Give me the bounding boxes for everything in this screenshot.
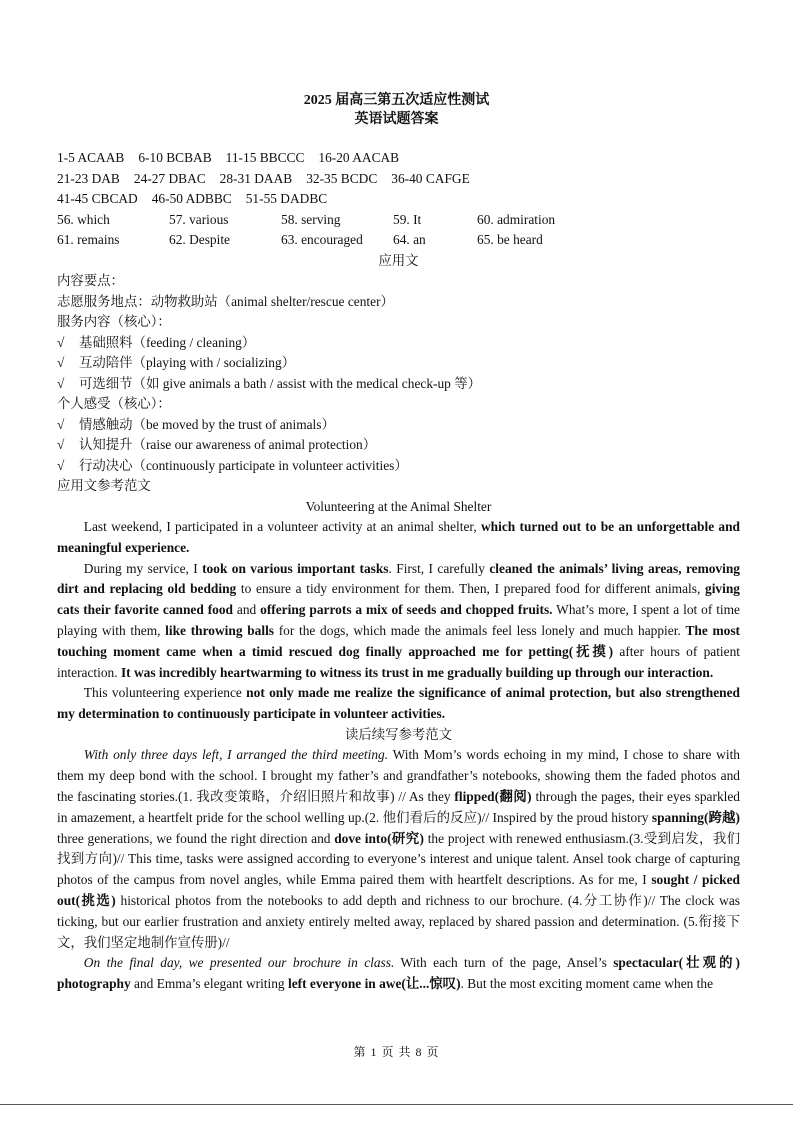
grammar-answer: 59. It xyxy=(393,211,422,227)
checklist-item xyxy=(57,374,740,395)
check-icon: √ xyxy=(57,457,65,473)
continuation-text: With Mom’s words echoing in my mind, I chose to share with them my deep bond with the school. I brought my father’s and grandfather’s notebooks, showing them the faded photos and the fascinating stories.(1. 我改变策略，介绍旧照片和故事) // As they xyxy=(57,747,740,805)
check-icon: √ xyxy=(57,334,65,350)
checklist-item xyxy=(57,415,740,436)
content-body xyxy=(57,148,740,995)
answer-key-row xyxy=(57,148,740,169)
grammar-answer: 63. encouraged xyxy=(281,232,363,247)
grammar-answer: 57. various xyxy=(169,211,229,227)
grammar-answer: 62. Despite xyxy=(169,232,230,247)
answer-key: 41-45 CBCAD xyxy=(57,191,138,206)
continuation-text: through the pages, their eyes sparkled in amazement, a heartfelt pride for the school welling up.(2. 他们看后的反应)// Inspired by the proud history xyxy=(57,789,740,825)
essay-text: What’s more, I spent a lot of time playing with them, xyxy=(57,602,740,638)
continuation-highlight: spectacular(壮观的) photography xyxy=(57,955,740,992)
answer-key: 24-27 DBAC xyxy=(133,170,206,186)
continuation-paragraph xyxy=(57,953,740,995)
check-icon: √ xyxy=(57,375,65,391)
checklist-text: 互动陪伴（playing with / socializing） xyxy=(79,355,296,370)
essay-highlight: like throwing balls xyxy=(165,622,275,638)
answer-key: 28-31 DAAB xyxy=(219,170,293,186)
essay-paragraph xyxy=(57,683,740,725)
checklist-item xyxy=(57,333,740,354)
essay-text: to ensure a tidy environment for them. Then, I prepared food for different animals, xyxy=(236,581,705,597)
page-number: 第 1 页 共 8 页 xyxy=(353,1045,440,1059)
essay-highlight: took on various important tasks xyxy=(202,560,389,576)
check-icon: √ xyxy=(57,416,65,432)
answer-key: 21-23 DAB xyxy=(57,170,120,186)
essay-text: after hours of patient interaction. xyxy=(57,643,741,680)
answer-key: 46-50 ADBBC xyxy=(151,191,232,206)
checklist-text: 行动决心（continuously participate in volunteer activities） xyxy=(79,457,408,473)
essay-text: . First, I carefully xyxy=(388,560,490,576)
essay-highlight: which turned out to be an unforgettable and meaningful experience. xyxy=(57,519,740,555)
checklist-text: 认知提升（raise our awareness of animal protection） xyxy=(79,437,377,452)
continuation-text: historical photos from the notebooks to add depth and richness to our brochure. (4.分工协作)// The clock was ticking, but our earlier frustration and anxiety entirely melted away, replaced by shared passion and determination. (5.衔接下文，我们坚定地制作宣传册)// xyxy=(57,893,740,950)
essay-text: During my service, I xyxy=(83,560,203,576)
answer-key: 1-5 ACAAB xyxy=(57,150,125,165)
checklist-item xyxy=(57,456,740,477)
continuation-text: . But the most exciting moment came when the xyxy=(460,976,714,992)
continuation-opening: On the final day, we presented our brochure in class. xyxy=(83,955,395,971)
answer-key: 36-40 CAFGE xyxy=(391,170,470,186)
answer-key-row xyxy=(57,189,740,210)
checklist-text: 基础照料（feeding / cleaning） xyxy=(79,334,256,350)
page-subtitle: 英语试题答案 xyxy=(354,112,439,127)
continuation-highlight: sought / picked out(挑选) xyxy=(57,872,740,909)
checklist-item xyxy=(57,353,740,374)
section-heading-continuation: 读后续写参考范文 xyxy=(344,726,453,742)
essay-title: Volunteering at the Animal Shelter xyxy=(305,498,492,514)
essay-text: This volunteering experience xyxy=(83,685,247,701)
continuation-paragraph xyxy=(57,745,740,953)
continuation-text: With each turn of the page, Ansel’s xyxy=(394,955,614,971)
answer-key: 16-20 AACAB xyxy=(318,150,400,165)
check-icon: √ xyxy=(57,355,65,370)
grammar-answer: 64. an xyxy=(393,232,426,247)
grammar-answer: 61. remains xyxy=(57,232,120,247)
continuation-text: the project with renewed enthusiasm.(3.受到启发，我们找到方向)// This time, tasks were assigned according to everyone’s interest and unique talent. Ansel took charge of capturing photos of the campus from novel angles, while Emma paired them with heartfelt descriptions. As for me, I xyxy=(57,830,740,888)
outline-feeling-label: 个人感受（核心）： xyxy=(57,396,171,411)
essay-highlight: The most touching moment came when a timid rescued dog finally approached me for petting(抚摸) xyxy=(57,622,740,659)
essay-highlight: It was incredibly heartwarming to witness its trust in me gradually building up through our interaction. xyxy=(120,664,714,680)
continuation-text: and Emma’s elegant writing xyxy=(130,976,288,992)
checklist-item xyxy=(57,435,740,456)
continuation-opening: With only three days left, I arranged the third meeting. xyxy=(83,747,389,763)
grammar-answer: 58. serving xyxy=(281,211,341,227)
check-icon: √ xyxy=(57,437,65,452)
essay-highlight: not only made me realize the significance of animal protection, but also strengthened my determination to continuously participate in volunteer activities. xyxy=(57,685,740,722)
section-heading-practical: 应用文 xyxy=(378,252,419,268)
essay-text: Last weekend, I participated in a volunteer activity at an animal shelter, xyxy=(83,519,481,534)
continuation-highlight: flipped(翻阅) xyxy=(454,789,532,805)
answer-key: 32-35 BCDC xyxy=(306,170,378,186)
sample-label: 应用文参考范文 xyxy=(57,478,151,493)
essay-highlight: offering parrots a mix of seeds and chopped fruits. xyxy=(260,602,553,618)
outline-label: 内容要点： xyxy=(57,273,124,288)
answer-key: 11-15 BBCCC xyxy=(225,150,305,165)
grammar-answer: 60. admiration xyxy=(477,211,556,227)
essay-highlight: cleaned the animals’ living areas, removing dirt and replacing old bedding xyxy=(57,560,740,597)
essay-text: for the dogs, which made the animals feel less lonely and much happier. xyxy=(274,622,686,638)
answer-key-row xyxy=(57,169,740,190)
checklist-text: 可选细节（如 give animals a bath / assist with the medical check-up 等） xyxy=(79,375,482,391)
essay-highlight: giving cats their favorite canned food xyxy=(57,581,740,618)
grammar-answer: 65. be heard xyxy=(477,232,543,247)
answer-key: 51-55 DADBC xyxy=(245,191,328,206)
checklist-text: 情感触动（be moved by the trust of animals） xyxy=(79,416,335,432)
grammar-fill-row xyxy=(57,230,740,251)
outline-location: 志愿服务地点：动物救助站（animal shelter/rescue center） xyxy=(57,293,394,309)
bottom-divider xyxy=(0,1104,793,1105)
answer-key: 6-10 BCBAB xyxy=(138,150,212,165)
continuation-highlight: dove into(研究) xyxy=(334,830,424,846)
continuation-text: three generations, we found the right direction and xyxy=(57,830,335,846)
grammar-answer: 56. which xyxy=(57,211,110,227)
essay-paragraph xyxy=(57,517,740,559)
continuation-highlight: left everyone in awe(让...惊叹) xyxy=(287,976,461,992)
grammar-fill-row xyxy=(57,210,740,231)
outline-service-label: 服务内容（核心）： xyxy=(57,314,171,329)
essay-text: and xyxy=(233,602,261,618)
page-title: 2025 届高三第五次适应性测试 xyxy=(303,93,490,108)
essay-paragraph xyxy=(57,559,740,684)
continuation-highlight: spanning(跨越) xyxy=(651,809,740,825)
